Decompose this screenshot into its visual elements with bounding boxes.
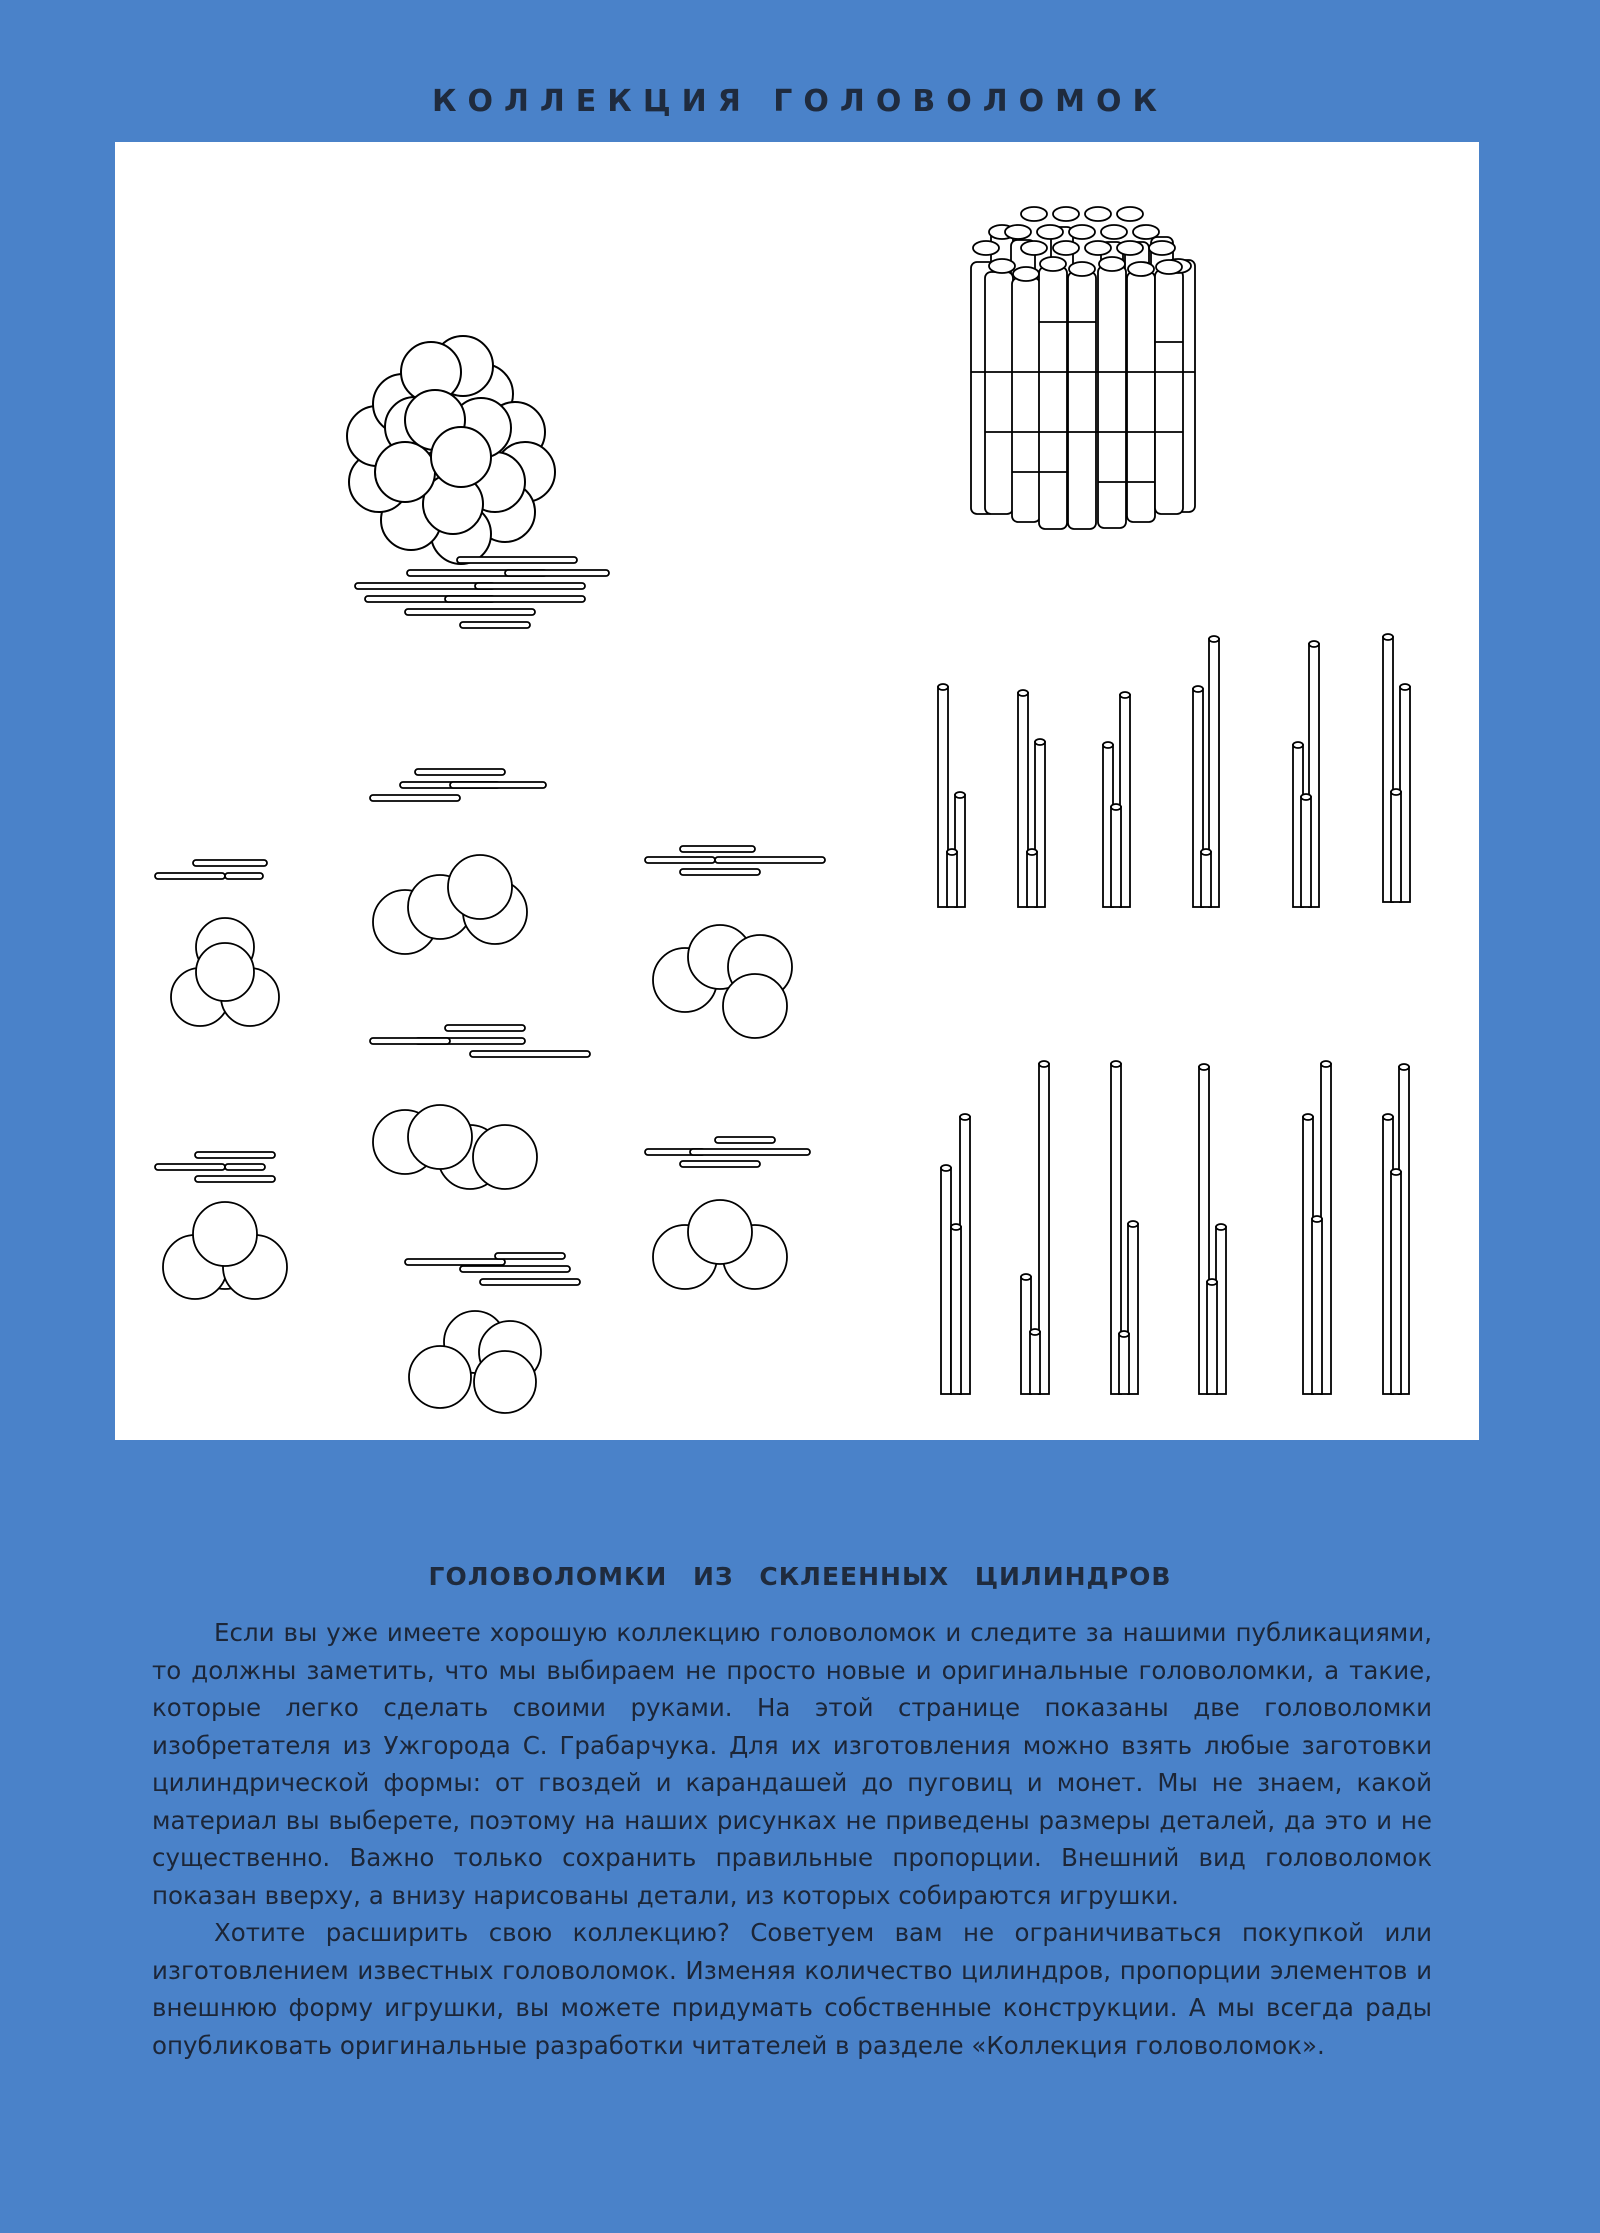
page-header: КОЛЛЕКЦИЯ ГОЛОВОЛОМОК <box>431 84 1169 119</box>
rod-pieces-upper <box>938 634 1410 907</box>
article-paragraph: Если вы уже имеете хорошую коллекцию головоломок и следите за нашими публикациями, то должны заметить, что мы выбираем не просто новые и оригинальные головоломки, а такие, которые легко сделать своими руками. На этой странице показаны две головоломки изобретателя из Ужгорода С. Грабарчука. Для их изготовления можно взять любые заготовки цилиндрической формы: от гвоздей и карандашей до пуговиц и монет. Мы не знаем, какой материал вы выберете, поэтому на наших рисунках не приведены размеры деталей, да это и не существенно. Важно только сохранить правильные пропорции. Внешний вид головоломок показан вверху, а внизу нарисованы детали, из которых собираются игрушки. <box>152 1618 1432 1910</box>
disc-piece-7 <box>645 1137 810 1289</box>
article-title: ГОЛОВОЛОМКИ ИЗ СКЛЕЕННЫХ ЦИЛИНДРОВ <box>428 1562 1172 1591</box>
disc-piece-6 <box>645 846 825 1038</box>
article-body <box>152 1614 1432 2064</box>
disc-piece-4 <box>370 1025 590 1189</box>
disc-piece-2 <box>155 1152 287 1299</box>
article-paragraph: Хотите расширить свою коллекцию? Советуем вам не ограничиваться покупкой или изготовлением известных головоломок. Изменяя количество цилиндров, пропорции элементов и внешнюю форму игрушки, вы можете придумать собственные конструкции. А мы всегда рады опубликовать оригинальные разработки читателей в разделе «Коллекция головоломок». <box>152 1918 1432 2060</box>
cylinder-bundle-assembled <box>971 207 1195 529</box>
disc-stack-side-view <box>355 557 609 628</box>
disc-piece-5 <box>405 1253 580 1413</box>
rod-pieces-lower <box>941 1061 1409 1394</box>
disc-piece-3 <box>370 769 546 954</box>
sphere-cluster-assembled <box>347 336 555 564</box>
puzzle-illustration <box>115 142 1479 1440</box>
disc-piece-1 <box>155 860 279 1026</box>
